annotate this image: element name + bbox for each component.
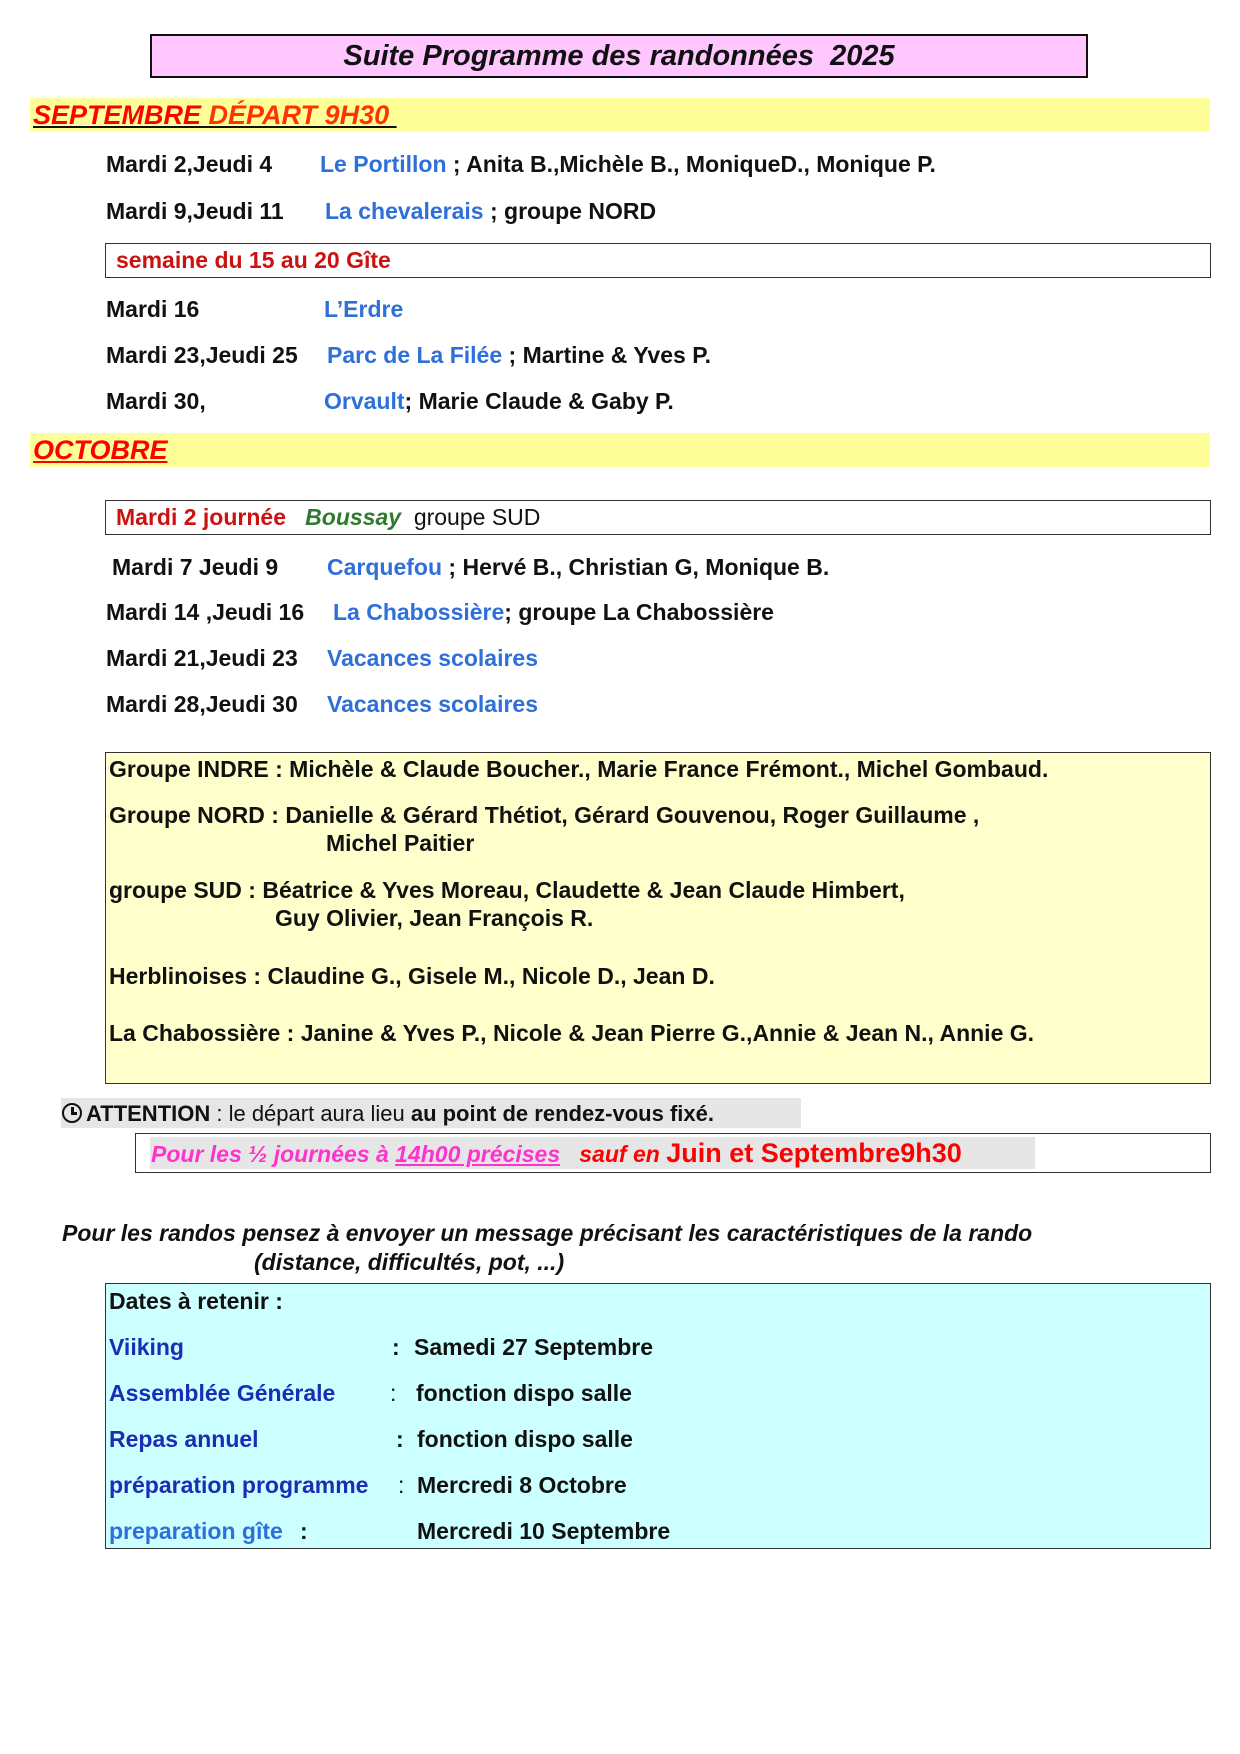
half-day-exception: Juin et Septembre9h30	[666, 1138, 962, 1168]
group-sud-cont: Guy Olivier, Jean François R.	[275, 905, 594, 931]
list-item	[106, 689, 298, 719]
gite-note: semaine du 15 au 20 Gîte	[116, 247, 391, 273]
row-date: Mardi 7 Jeudi 9	[112, 554, 279, 580]
attention-line	[62, 1100, 714, 1128]
row-place: Vacances scolaires	[327, 645, 538, 671]
date-label-preparation-programme: préparation programme	[109, 1472, 369, 1498]
list-item	[112, 552, 278, 582]
date-colon: :	[300, 1518, 308, 1544]
row-date: Mardi 9,Jeudi 11	[106, 198, 284, 224]
date-value-ag: fonction dispo salle	[416, 1380, 632, 1406]
date-label-repas: Repas annuel	[109, 1426, 259, 1452]
list-item-detail	[324, 386, 674, 416]
list-item	[106, 149, 272, 179]
group-nord-cont: Michel Paitier	[326, 830, 475, 856]
list-item	[106, 597, 304, 627]
date-colon: :	[390, 1380, 397, 1406]
october-heading: OCTOBRE	[33, 435, 168, 465]
date-colon: :	[392, 1334, 400, 1360]
row-place: Orvault	[324, 388, 405, 414]
row-date: Mardi 28,Jeudi 30	[106, 691, 298, 717]
row-date: Mardi 23,Jeudi 25	[106, 342, 298, 368]
september-heading	[33, 98, 397, 132]
row-place: Carquefou	[327, 554, 442, 580]
row-people: Martine & Yves P.	[522, 342, 711, 368]
attention-bold: au point de rendez-vous fixé.	[410, 1101, 714, 1126]
list-item	[106, 294, 199, 324]
journee-line	[116, 502, 540, 532]
attention-text: : le départ aura lieu	[210, 1101, 411, 1126]
list-item-detail	[327, 689, 538, 719]
row-people: Anita B.,Michèle B., MoniqueD., Monique P.	[466, 151, 936, 177]
row-place: La chevalerais	[325, 198, 484, 224]
separator: ;	[446, 151, 467, 177]
october-band	[30, 433, 1210, 467]
list-item-detail	[327, 643, 538, 673]
row-date: Mardi 2,Jeudi 4	[106, 151, 273, 177]
row-people: groupe La Chabossière	[518, 599, 774, 625]
group-indre: Groupe INDRE : Michèle & Claude Boucher., Marie France Frémont., Michel Gombaud.	[109, 756, 1049, 782]
journee-date: Mardi 2 journée	[116, 504, 286, 530]
group-nord: Groupe NORD : Danielle & Gérard Thétiot, Gérard Gouvenou, Roger Guillaume ,	[109, 802, 980, 828]
september-month: SEPTEMBRE	[33, 100, 202, 130]
list-item-detail	[333, 597, 774, 627]
page-title: Suite Programme des randonnées 2025	[150, 34, 1088, 78]
list-item-detail	[324, 294, 403, 324]
message-line-1: Pour les randos pensez à envoyer un message précisant les caractéristiques de la rando	[62, 1220, 1033, 1246]
separator: ;	[502, 342, 523, 368]
row-place: L’Erdre	[324, 296, 404, 322]
row-people: Marie Claude & Gaby P.	[418, 388, 674, 414]
list-item	[106, 196, 284, 226]
date-label-ag: Assemblée Générale	[109, 1380, 336, 1406]
list-item	[106, 386, 206, 416]
list-item	[106, 643, 298, 673]
half-day-line	[151, 1137, 962, 1170]
group-chabossiere: La Chabossière : Janine & Yves P., Nicole & Jean Pierre G.,Annie & Jean N., Annie G.	[109, 1020, 1035, 1046]
row-place: Le Portillon	[320, 151, 447, 177]
row-date: Mardi 14 ,Jeudi 16	[106, 599, 305, 625]
clock-icon	[62, 1103, 82, 1123]
row-date: Mardi 30,	[106, 388, 206, 414]
date-value-preparation-gite: Mercredi 10 Septembre	[417, 1518, 671, 1544]
row-people: Hervé B., Christian G, Monique B.	[462, 554, 830, 580]
row-date: Mardi 21,Jeudi 23	[106, 645, 298, 671]
list-item-detail	[320, 149, 936, 179]
date-value-preparation-programme: Mercredi 8 Octobre	[417, 1472, 627, 1498]
group-herblinoises: Herblinoises : Claudine G., Gisele M., Nicole D., Jean D.	[109, 963, 715, 989]
row-place: Parc de La Filée	[327, 342, 503, 368]
list-item	[106, 340, 298, 370]
dates-box	[105, 1283, 1211, 1549]
half-day-prefix: Pour les ½ journées à	[151, 1141, 396, 1167]
row-place: Vacances scolaires	[327, 691, 538, 717]
attention-label: ATTENTION	[86, 1101, 211, 1126]
list-item-detail	[325, 196, 656, 226]
journee-group: groupe SUD	[413, 504, 541, 530]
separator: ;	[442, 554, 463, 580]
date-colon: :	[396, 1426, 404, 1452]
date-value-viking: Samedi 27 Septembre	[414, 1334, 654, 1360]
date-label-viking: Viiking	[109, 1334, 184, 1360]
separator: ;	[504, 599, 519, 625]
dates-header: Dates à retenir :	[109, 1288, 283, 1314]
half-day-sauf: sauf en	[579, 1141, 667, 1167]
separator: ;	[404, 388, 419, 414]
row-people: groupe NORD	[504, 198, 657, 224]
row-date: Mardi 16	[106, 296, 200, 322]
list-item-detail	[327, 340, 711, 370]
row-place: La Chabossière	[333, 599, 505, 625]
list-item-detail	[327, 552, 829, 582]
date-value-repas: fonction dispo salle	[417, 1426, 633, 1452]
journee-place: Boussay	[305, 504, 402, 530]
group-sud: groupe SUD : Béatrice & Yves Moreau, Claudette & Jean Claude Himbert,	[109, 877, 905, 903]
message-line-2: (distance, difficultés, pot, ...)	[254, 1249, 565, 1275]
date-colon: :	[398, 1472, 405, 1498]
half-day-time: 14h00 précises	[395, 1141, 561, 1167]
date-label-preparation-gite: preparation gîte	[109, 1518, 283, 1544]
september-departure: DÉPART 9H30	[201, 100, 397, 130]
separator: ;	[483, 198, 505, 224]
